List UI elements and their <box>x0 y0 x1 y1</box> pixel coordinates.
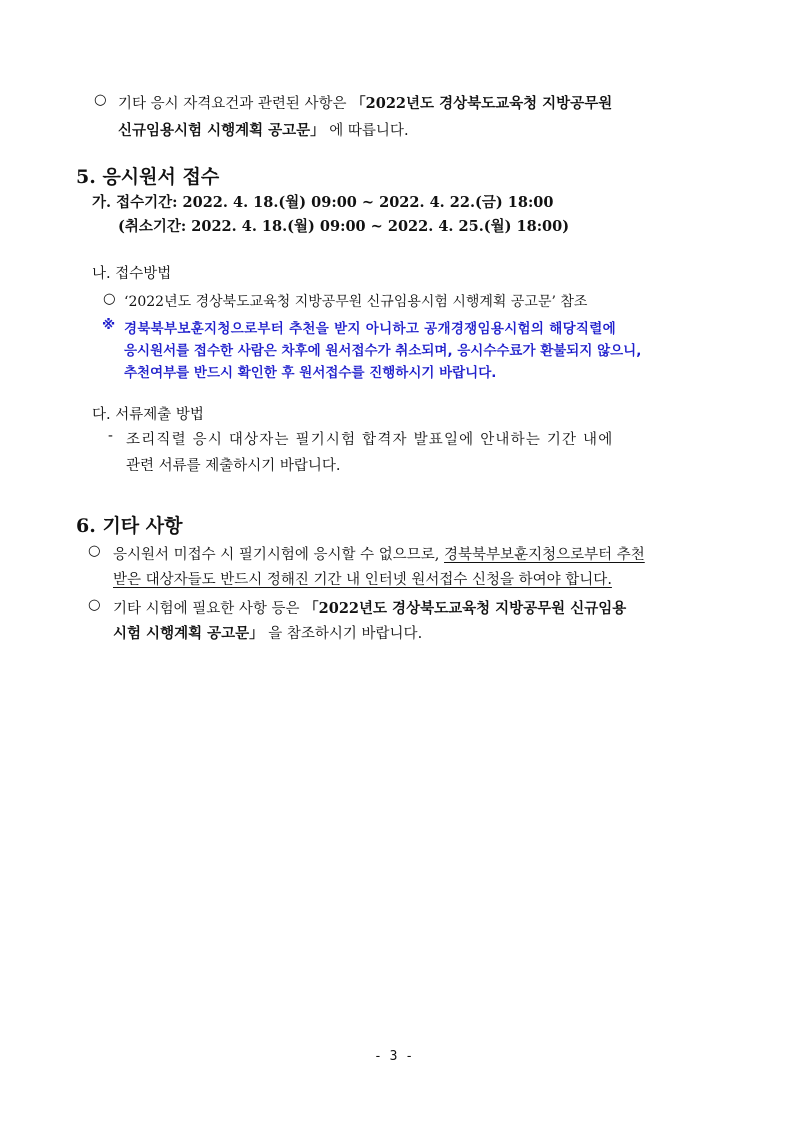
intro-line-2 <box>118 119 409 140</box>
docs-line-2: 관련 서류를 제출하시기 바랍니다. <box>126 458 341 474</box>
section-5-heading: 5. 응시원서 접수 <box>76 166 220 188</box>
item-2-line-2-text: 을 참조하시기 바랍니다. <box>268 626 423 642</box>
notice-line-2: 응시원서를 접수한 사람은 차후에 원서접수가 취소되며, 응시수수료가 환불되지 않으니, <box>124 343 642 359</box>
item-1-bullet: ○ <box>88 543 101 559</box>
item-2-line-2-bold: 시험 시행계획 공고문」 <box>113 625 264 642</box>
item-2-line-1-bold: 「2022년도 경상북도교육청 지방공무원 신규임용 <box>304 600 627 617</box>
method-title: 나. 접수방법 <box>92 266 172 282</box>
notice-line-3: 추천여부를 반드시 확인한 후 원서접수를 진행하시기 바랍니다. <box>124 365 497 381</box>
application-period: 가. 접수기간: 2022. 4. 18.(월) 09:00 ~ 2022. 4. 22.(금) 18:00 <box>92 194 554 211</box>
intro-line-1-bold: 「2022년도 경상북도교육청 지방공무원 <box>351 95 613 112</box>
method-bullet: ○ <box>103 291 116 307</box>
method-text: ‘2022년도 경상북도교육청 지방공무원 신규임용시험 시행계획 공고문’ 참조 <box>124 294 588 310</box>
item-2-bullet: ○ <box>88 597 101 613</box>
page-number: - 3 - <box>374 1049 414 1064</box>
intro-line-2-bold: 신규임용시험 시행계획 공고문」 <box>118 122 325 139</box>
item-1-line-1 <box>113 543 645 564</box>
notice-line-1: 경북북부보훈지청으로부터 추천을 받지 아니하고 공개경쟁임용시험의 해당직렬에 <box>124 321 616 337</box>
item-1-line-1-underlined: 경북북부보훈지청으로부터 추천 <box>444 547 645 563</box>
section-6-heading: 6. 기타 사항 <box>76 515 183 537</box>
docs-line-1: 조리직렬 응시 대상자는 필기시험 합격자 발표일에 안내하는 기간 내에 <box>126 432 614 448</box>
docs-dash: - <box>108 428 113 444</box>
item-2-line-1 <box>113 597 626 618</box>
intro-line-2-text: 에 따릅니다. <box>329 123 409 139</box>
item-2-line-2 <box>113 622 422 643</box>
notice-mark: ※ <box>102 317 116 333</box>
docs-title: 다. 서류제출 방법 <box>92 407 204 423</box>
item-2-line-1-text: 기타 시험에 필요한 사항 등은 <box>113 601 300 617</box>
item-1-line-1-text: 응시원서 미접수 시 필기시험에 응시할 수 없으므로, <box>113 547 440 563</box>
intro-line-1-text: 기타 응시 자격요건과 관련된 사항은 <box>118 96 347 112</box>
cancellation-period: (취소기간: 2022. 4. 18.(월) 09:00 ~ 2022. 4. 25.(월) 18:00) <box>118 218 570 235</box>
intro-line-1 <box>118 92 612 113</box>
item-1-line-2: 받은 대상자들도 반드시 정해진 기간 내 인터넷 원서접수 신청을 하여야 합니다. <box>113 572 612 588</box>
intro-bullet: ○ <box>94 92 107 108</box>
